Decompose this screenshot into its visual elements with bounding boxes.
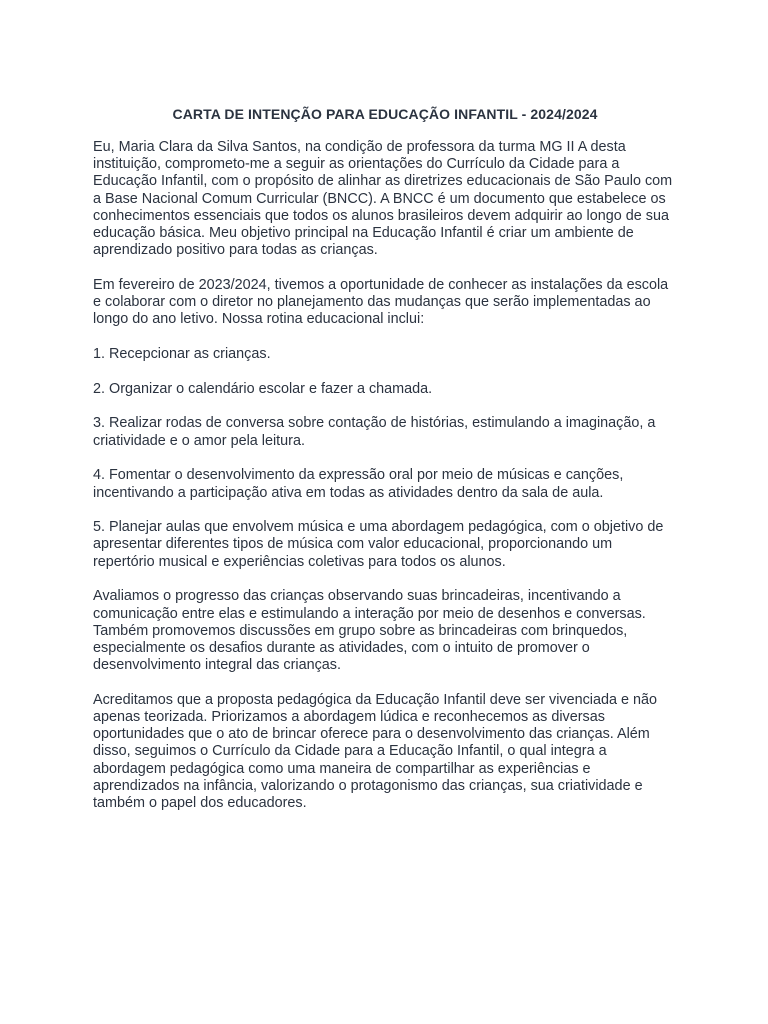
intro-paragraph: Eu, Maria Clara da Silva Santos, na condição de professora da turma MG II A desta instituição, comprometo-me a seguir as orientações do Currículo da Cidade para a Educação Infantil, com o propósito de alinhar as diretrizes educacionais de São Paulo com a Base Nacional Comum Curricular (BNCC). A BNCC é um documento que estabelece os conhecimentos essenciais que todos os alunos brasileiros devem adquirir ao longo de sua educação básica. Meu objetivo principal na Educação Infantil é criar um ambiente de aprendizado positivo para todas as crianças. xyxy=(93,139,673,259)
list-item: 2. Organizar o calendário escolar e fazer a chamada. xyxy=(93,380,433,397)
evaluation-paragraph: Avaliamos o progresso das crianças observando suas brincadeiras, incentivando a comunicação entre elas e estimulando a interação por meio de desenhos e conversas. Também promovemos discussões em grupo sobre as brincadeiras com brinquedos, especialmente os desafios durante as atividades, com o intuito de promover o desenvolvimento integral das crianças. xyxy=(93,588,646,674)
list-item: 4. Fomentar o desenvolvimento da expressão oral por meio de músicas e canções, incentivando a participação ativa em todas as atividades dentro da sala de aula. xyxy=(93,467,624,501)
document-title: CARTA DE INTENÇÃO PARA EDUCAÇÃO INFANTIL - 2024/2024 xyxy=(172,106,598,122)
routine-intro-paragraph: Em fevereiro de 2023/2024, tivemos a oportunidade de conhecer as instalações da escola e colaborar com o diretor no planejamento das mudanças que serão implementadas ao longo do ano letivo. Nossa rotina educacional inclui: xyxy=(93,276,669,328)
list-item: 3. Realizar rodas de conversa sobre contação de histórias, estimulando a imaginação, a criatividade e o amor pela leitura. xyxy=(93,415,656,449)
list-item: 5. Planejar aulas que envolvem música e uma abordagem pedagógica, com o objetivo de apresentar diferentes tipos de música com valor educacional, proporcionando um repertório musical e experiências coletivas para todos os alunos. xyxy=(93,519,664,570)
document-page xyxy=(93,104,677,830)
closing-paragraph: Acreditamos que a proposta pedagógica da Educação Infantil deve ser vivenciada e não apenas teorizada. Priorizamos a abordagem lúdica e reconhecemos as diversas oportunidades que o ato de brincar oferece para o desenvolvimento das crianças. Além disso, seguimos o Currículo da Cidade para a Educação Infantil, o qual integra a abordagem pedagógica como uma maneira de compartilhar as experiências e aprendizados na infância, valorizando o protagonismo das crianças, sua criatividade e também o papel dos educadores. xyxy=(93,691,658,812)
list-item: 1. Recepcionar as crianças. xyxy=(93,346,271,363)
